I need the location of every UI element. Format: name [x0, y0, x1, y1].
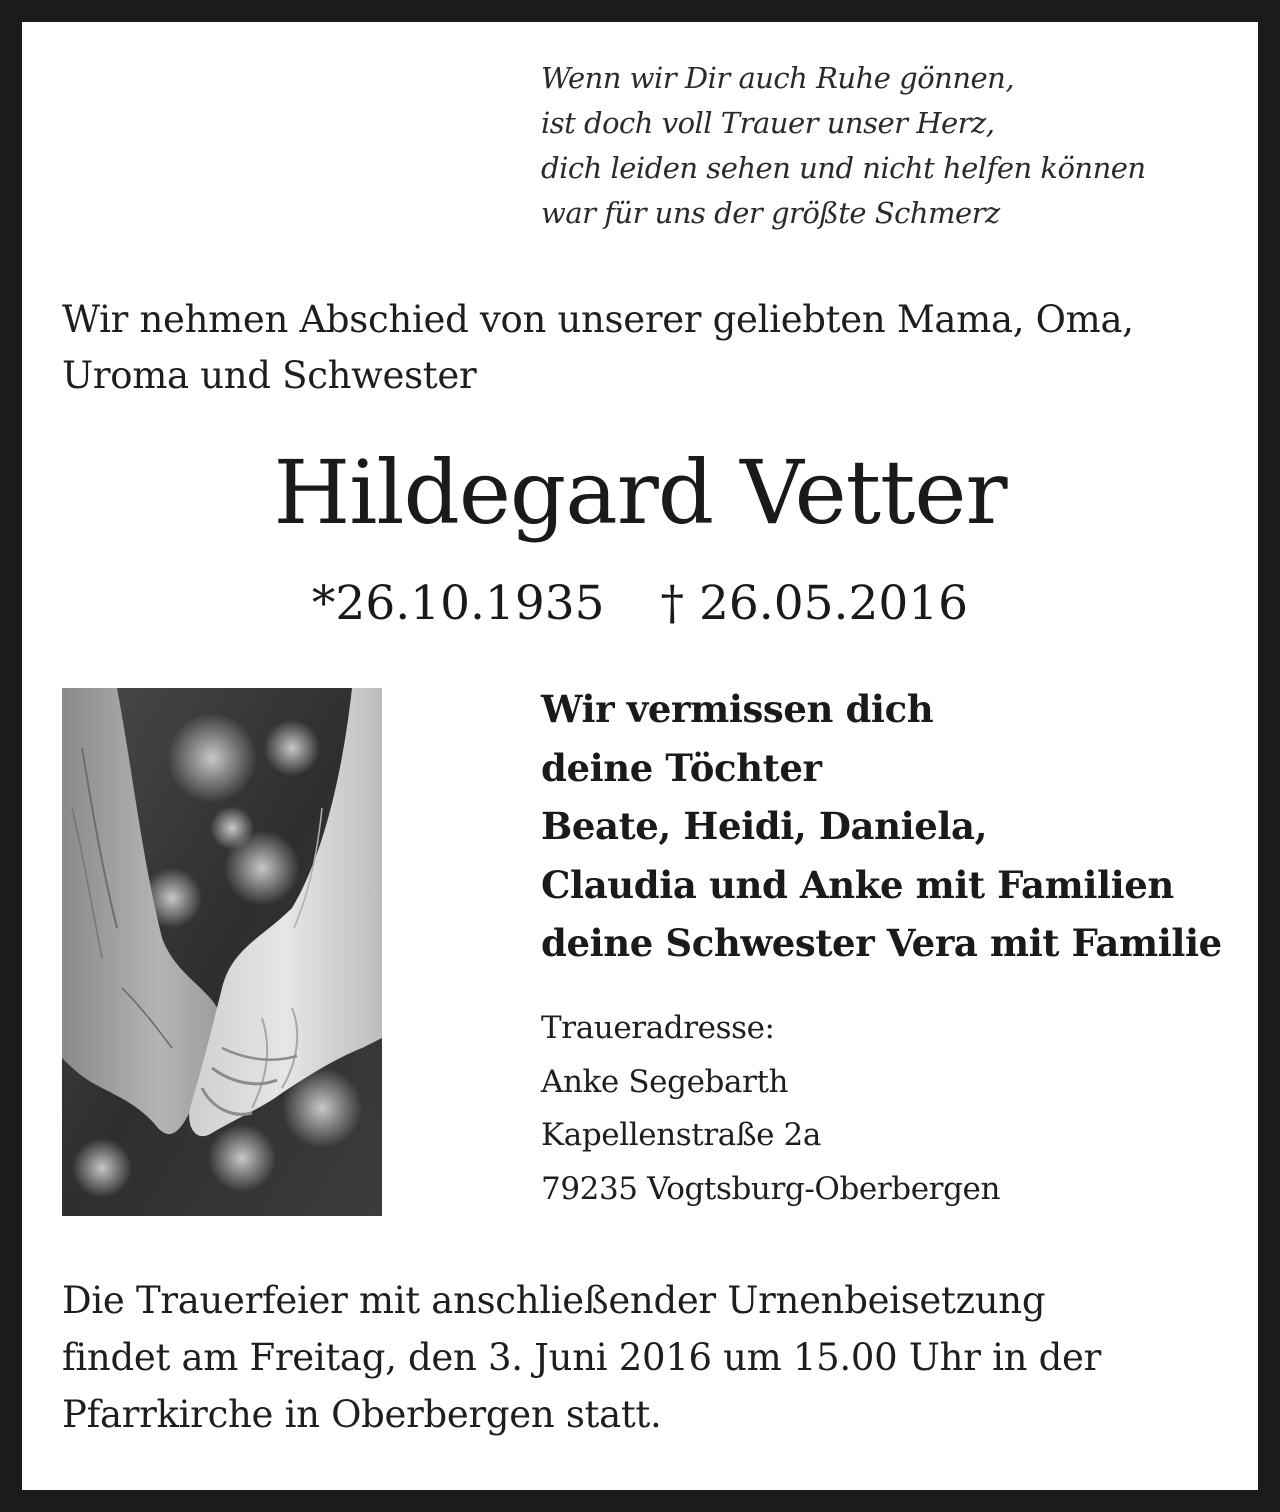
ceremony-line: Die Trauerfeier mit anschließender Urnenbeisetzung — [62, 1279, 1046, 1322]
ceremony-notice — [62, 1272, 1212, 1443]
mourners-line: Wir vermissen dich — [541, 687, 934, 731]
mourners-line: Claudia und Anke mit Familien — [541, 862, 1174, 907]
poem-line: Wenn wir Dir auch Ruhe gönnen, — [541, 61, 1015, 95]
intro-line: Wir nehmen Abschied von unserer geliebten Mama, Oma, — [62, 298, 1134, 341]
poem — [541, 56, 1201, 236]
address-name: Anke Segebarth — [541, 1063, 789, 1100]
address-city: 79235 Vogtsburg-Oberbergen — [541, 1170, 1001, 1207]
poem-line: ist doch voll Trauer unser Herz, — [541, 106, 995, 140]
death-date: † 26.05.2016 — [660, 576, 969, 631]
birth-date: *26.10.1935 — [311, 576, 605, 631]
poem-line: dich leiden sehen und nicht helfen können — [541, 151, 1146, 185]
holding-hands-photo — [62, 688, 382, 1216]
ceremony-line: findet am Freitag, den 3. Juni 2016 um 15.00 Uhr in der — [62, 1336, 1101, 1379]
deceased-name: Hildegard Vetter — [273, 441, 1007, 544]
intro-line: Uroma und Schwester — [62, 354, 477, 397]
farewell-intro — [62, 292, 1212, 404]
mourners-block — [541, 680, 1241, 973]
mourners-line: Beate, Heidi, Daniela, — [541, 804, 988, 848]
mourners-line: deine Schwester Vera mit Familie — [541, 921, 1222, 965]
mourning-address — [541, 1002, 1241, 1216]
address-street: Kapellenstraße 2a — [541, 1117, 821, 1153]
life-dates — [0, 574, 1280, 634]
address-label: Traueradresse: — [541, 1010, 775, 1046]
mourners-line: deine Töchter — [541, 745, 822, 790]
ceremony-line: Pfarrkirche in Oberbergen statt. — [62, 1393, 662, 1436]
poem-line: war für uns der größte Schmerz — [541, 196, 1000, 230]
